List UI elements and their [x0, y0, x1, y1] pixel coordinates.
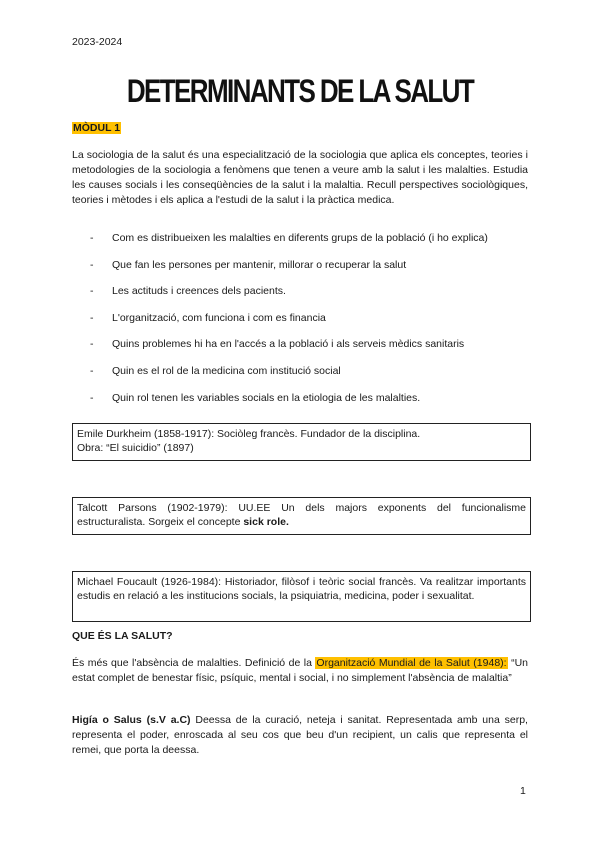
list-item-text: Les actituds i creences dels pacients.	[112, 285, 286, 298]
dash-bullet-icon: -	[90, 285, 94, 298]
document-title: DETERMINANTS DE LA SALUT	[126, 72, 474, 110]
module-label-highlight: MÒDUL 1	[73, 122, 121, 134]
list-item	[72, 364, 528, 391]
list-item	[72, 311, 528, 338]
header-year: 2023-2024	[72, 36, 123, 48]
dash-bullet-icon: -	[90, 258, 94, 271]
list-item-text: Com es distribueixen les malalties en diferents grups de la població (i ho explica)	[112, 232, 488, 244]
dash-bullet-icon: -	[90, 391, 94, 404]
list-item-text: Quin rol tenen les variables socials en la etiologia de les malalties.	[112, 391, 421, 404]
list-item	[72, 337, 528, 364]
durkheim-line-1: Emile Durkheim (1858-1917): Sociòleg francès. Fundador de la disciplina.	[77, 428, 421, 440]
list-item	[72, 231, 528, 258]
topics-list	[72, 231, 528, 417]
list-item-text: Que fan les persones per mantenir, millorar o recuperar la salut	[112, 258, 407, 271]
dash-bullet-icon: -	[90, 364, 94, 377]
higia-paragraph	[72, 713, 528, 758]
list-item-text: Quin es el rol de la medicina com institució social	[112, 364, 341, 377]
dash-bullet-icon: -	[90, 311, 94, 324]
list-item	[72, 391, 528, 418]
foucault-box	[72, 571, 531, 622]
foucault-text: Michael Foucault (1926-1984): Historiador, filòsof i teòric social francès. Va realitzar importants estudis en relació a les institucions socials, la psiquiatria, medicina, poder i sexualitat.	[77, 576, 526, 602]
list-item	[72, 258, 528, 285]
module-label	[72, 122, 121, 134]
page-number: 1	[520, 785, 526, 797]
intro-paragraph: La sociologia de la salut és una especialització de la sociologia que aplica els conceptes, teories i metodologies de la sociologia a fenòmens que tenen a veure amb la salut i les malalties. Estudia les causes socials i les conseqüències de la salut i la malaltia. Recull perspectives sociològiques, teories i mètodes i els aplica a l'estudi de la salut i la pràctica medica.	[72, 149, 528, 206]
sick-role-term: sick role.	[243, 516, 289, 528]
section-heading: QUE ÉS LA SALUT?	[72, 630, 173, 642]
higia-term: Higía o Salus (s.V a.C)	[72, 714, 191, 726]
dash-bullet-icon: -	[90, 338, 94, 351]
salut-quote: “Un estat complet de benestar físic, psíquic, mental i social, i no simplement l'absència de malaltia”	[72, 657, 528, 684]
list-item	[72, 284, 528, 311]
parsons-box	[72, 497, 531, 535]
list-item-text: Quins problemes hi ha en l'accés a la població i als serveis mèdics sanitaris	[112, 338, 465, 351]
higia-description: Deessa de la curació, neteja i sanitat. Representada amb una serp, representa el poder, enroscada al seu cos que beu d'un recipient, un calis que representa el remei, que porta la deessa.	[72, 714, 528, 756]
oms-highlight: Organització Mundial de la Salut (1948):	[316, 657, 507, 669]
parsons-text	[77, 501, 526, 529]
durkheim-box	[72, 423, 531, 461]
list-item-text: L'organització, com funciona i com es financia	[112, 311, 326, 324]
salut-intro-text: És més que l'absència de malalties. Definició de la	[72, 657, 316, 669]
parsons-description: Talcott Parsons (1902-1979): UU.EE Un dels majors exponents del funcionalisme estructuralista. Sorgeix el concepte	[77, 502, 526, 528]
durkheim-line-2: Obra: “El suicidio” (1897)	[77, 442, 194, 454]
dash-bullet-icon: -	[90, 232, 94, 244]
salut-definition	[72, 656, 528, 686]
